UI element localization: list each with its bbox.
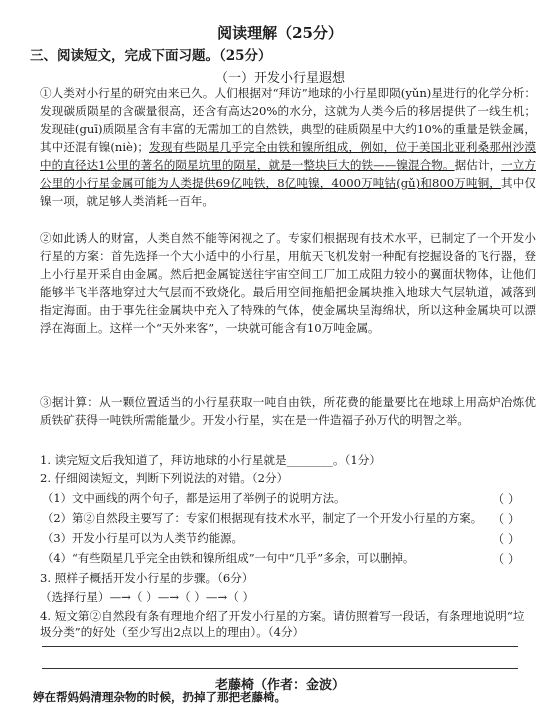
question-3: 3. 照样子概括开发小行星的步骤。（6分） [40, 571, 254, 585]
passage-paragraph-2: ②如此诱人的财富，人类自然不能等闲视之了。专家们根据现有技术水平，已制定了一个开发小行星的方案：首先选择一个大小适中的小行星，用航天飞机发射一种配有挖掘设备的飞行器，登上小行星开采自由金属。然后把金属锭送往宇宙空间工厂加工成阻力较小的翼面状物体，让他们能够半飞半落地穿过大气层而不致烧化。最后用空间拖船把金属块推入地球大气层轨道，减落到指定海面。由于事先往金属块中充入了特殊的气体，使金属块呈海绵状，所以这种金属块可以漂浮在海面上。这样一个“天外来客”，一块就可能含有10万吨金属。 [40, 231, 536, 335]
question-2-item-2 [42, 510, 540, 526]
question-2-item-4 [42, 550, 540, 566]
paragraph-1-text-c: 其中仅镍一项，就足够人类消耗一百年。 [40, 176, 536, 208]
underlined-sentence-2: 一立方公里的小行星金属可能为人类提供69亿吨铁，8亿吨镍，4000万吨钴(gǔ)和800万吨铜， [40, 158, 536, 190]
answer-blank[interactable]: （ ） [492, 532, 520, 546]
paragraph-1-text-b: 据估计， [454, 158, 502, 172]
section-heading: 三、阅读短文，完成下面习题。（25分） [30, 48, 272, 64]
item-4-text: （4）“有些陨星几乎完全由铁和镍所组成”一句中“几乎”多余，可以删掉。 [42, 551, 415, 565]
article-first-line-text: 婷在帮妈妈清理杂物的时候，扔掉了那把老藤椅。 [33, 690, 286, 704]
paragraph-1-text-a: ①人类对小行星的研究由来已久。人们根据对“拜访”地球的小行星即陨(yǔn)星进行的化学分析：发现碳质陨星的含碳量很高，还含有高达20%的水分，这就为人类今后的移居提供了一线生机；发现硅(guī)质陨星含有丰富的无需加工的自然铁，典型的硅质陨星中大约10%的重量是铁金属，其中还混有镍(niè)； [40, 86, 536, 154]
answer-blank[interactable]: （ ） [492, 492, 520, 506]
item-2-text: （2）第②自然段主要写了：专家们根据现有技术水平，制定了一个开发小行星的方案。 [42, 511, 483, 525]
question-2-item-3 [42, 530, 540, 546]
item-3-text: （3）开发小行星可以为人类节约能源。 [42, 531, 243, 545]
item-1-text: （1）文中画线的两个句子，都是运用了举例子的说明方法。 [42, 491, 346, 505]
passage-paragraph-3: ③据计算：从一颗位置适当的小行星获取一吨自由铁，所花费的能量要比在地球上用高炉冶炼优质铁矿获得一吨铁所需能量少。开发小行星，实在是一件造福子孙万代的明智之举。 [40, 395, 536, 427]
passage-subtitle: （一）开发小行星遐想 [214, 71, 345, 86]
passage-paragraph-1 [40, 84, 536, 210]
answer-blank[interactable]: （ ） [492, 552, 520, 566]
answer-blank[interactable]: （ ） [492, 512, 520, 526]
article-title-text: 老藤椅（作者：金波） [214, 678, 345, 693]
question-4 [40, 608, 530, 640]
question-1: 1. 读完短文后我知道了，拜访地球的小行星就是________。（1分） [40, 453, 381, 467]
question-4-text: 4. 短文第②自然段有条有理地介绍了开发小行星的方案。请仿照着写一段话，有条理地说明“垃圾分类”的好处（至少写出2点以上的理由）。（4分） [40, 609, 525, 639]
page-title: 阅读理解（25分） [217, 24, 343, 42]
question-3-flow[interactable]: （选择行星）—→（ ）—→（ ）—→（ ） [40, 590, 255, 604]
question-2: 2. 仔细阅读短文，判断下列说法的对错。（2分） [40, 471, 289, 485]
underlined-sentence-1: 发现有些陨星几乎完全由铁和镍所组成，例如，位于美国北亚利桑那州沙漠中的直径达1公里的著名的陨星坑里的陨星，就是一整块巨大的铁——镍混合物。 [40, 140, 536, 172]
question-2-item-1 [42, 490, 540, 506]
